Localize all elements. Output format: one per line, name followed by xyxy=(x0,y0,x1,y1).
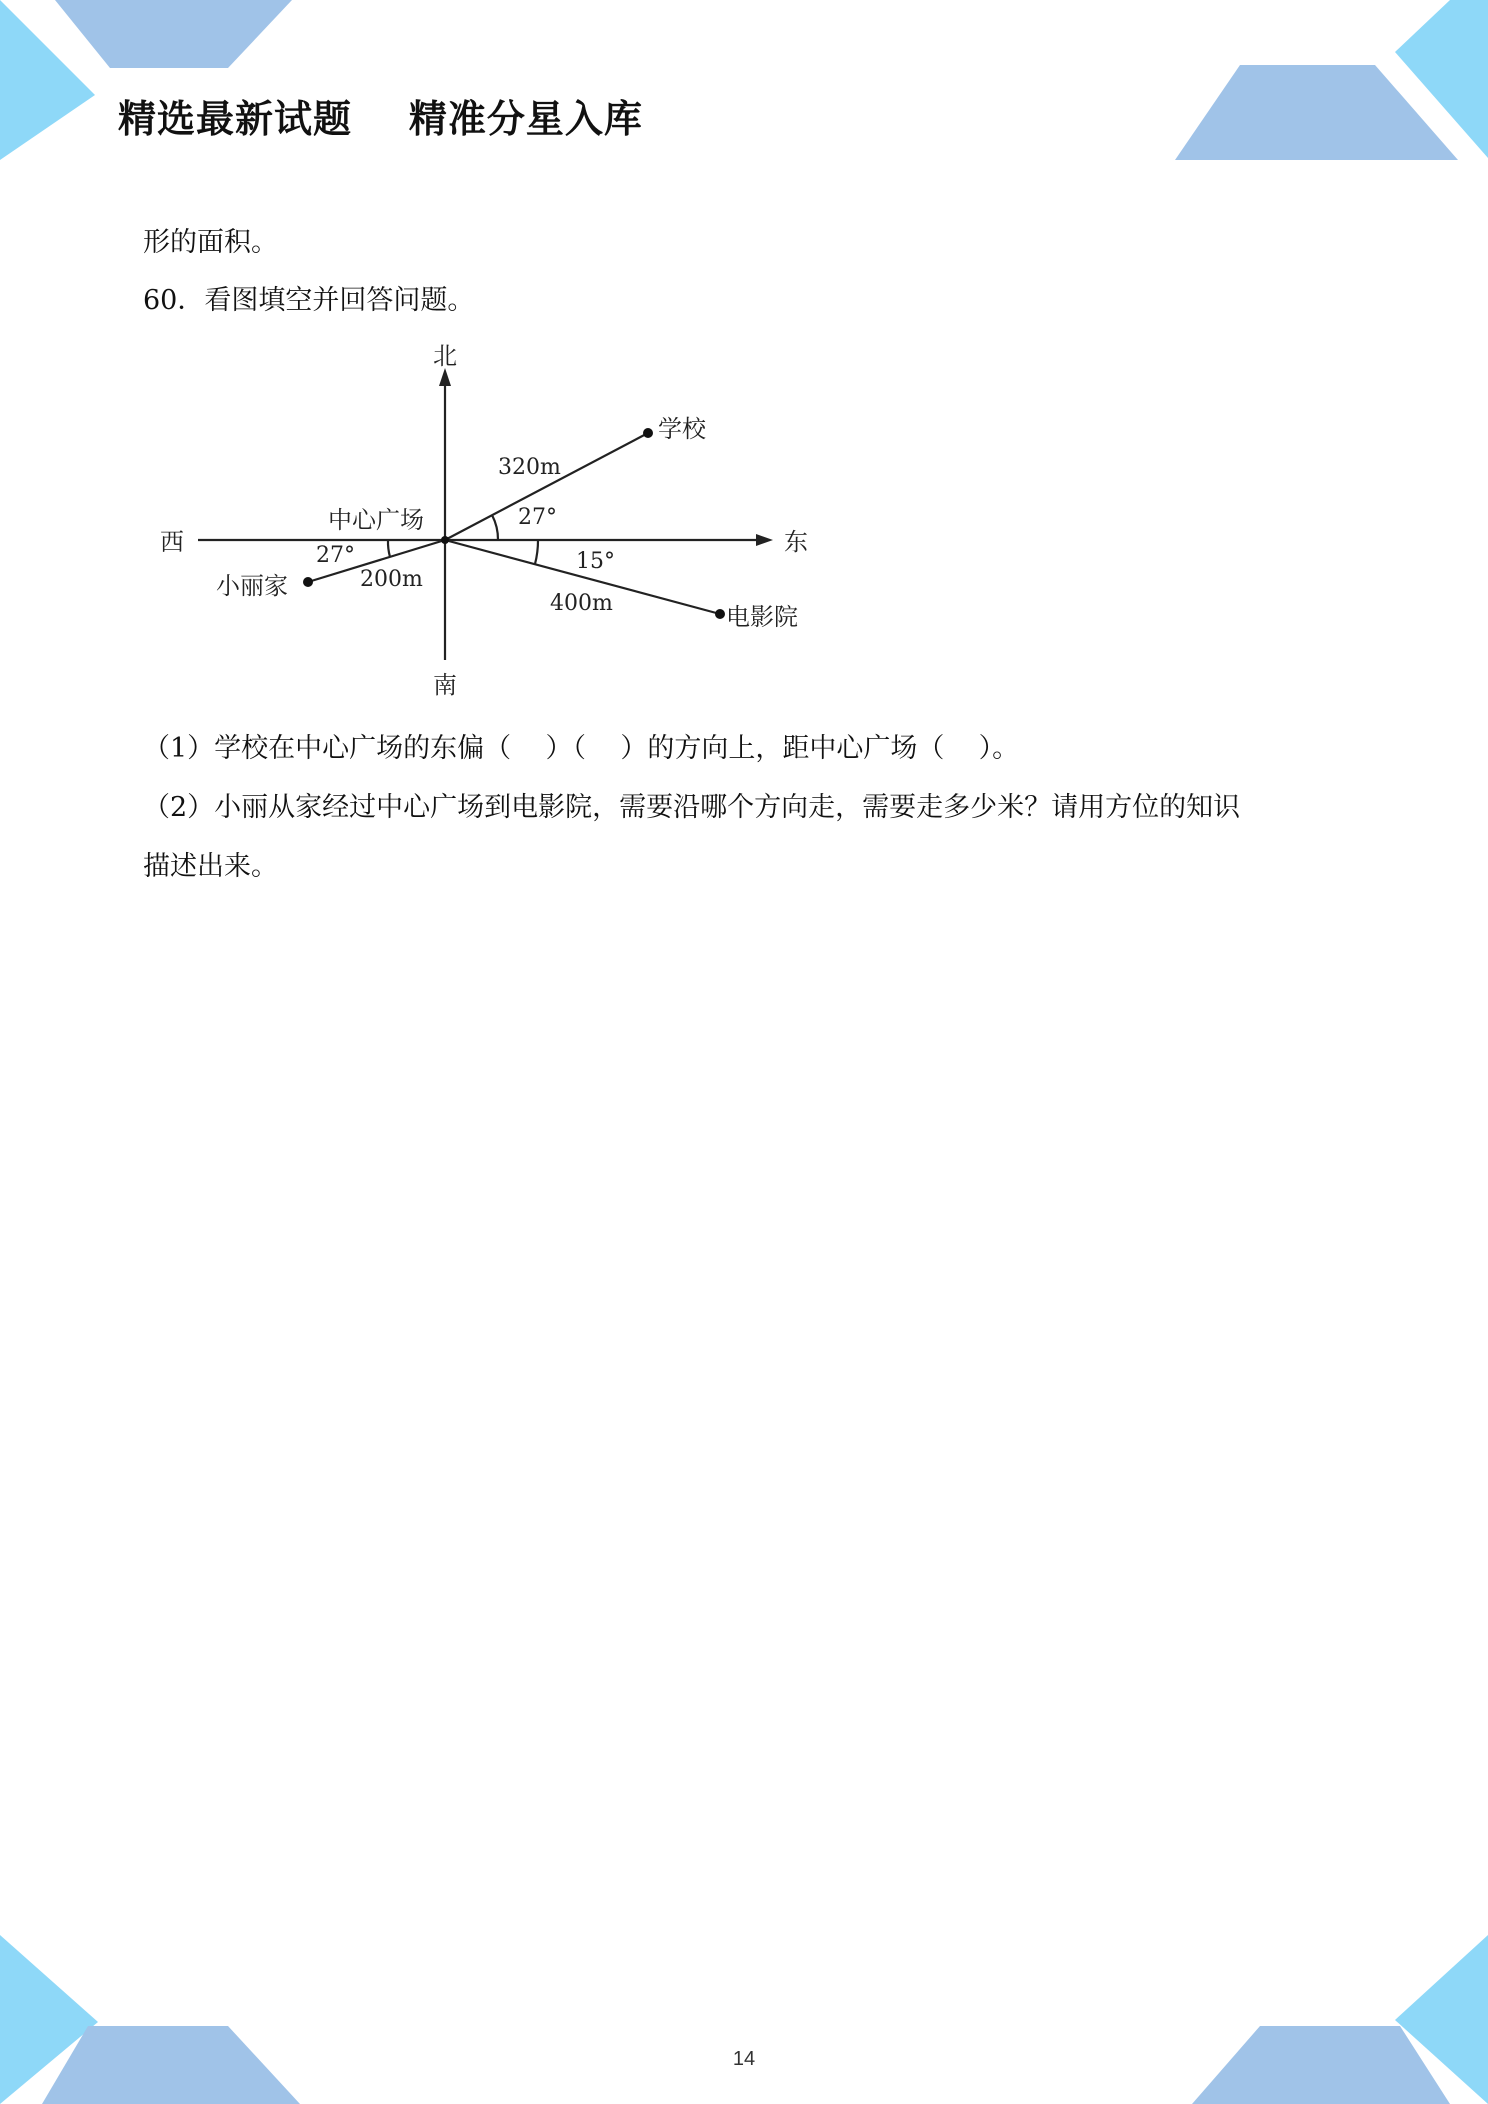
angle-arc-cinema xyxy=(535,540,538,564)
direction-diagram xyxy=(140,340,840,710)
page-number: 14 xyxy=(732,2048,756,2070)
header-title: 精选最新试题 精准分星入库 xyxy=(118,97,643,141)
angle-arc-school xyxy=(492,515,498,540)
sub-question-2-line-1: （2）小丽从家经过中心广场到电影院，需要沿哪个方向走，需要走多少米？请用方位的知识 xyxy=(143,792,1241,823)
decor-trapezoid-top-left xyxy=(55,0,292,68)
decor-trapezoid-top-right xyxy=(1175,65,1458,160)
sub-question-1: （1）学校在中心广场的东偏（ ）（ ）的方向上，距中心广场（ ）。 xyxy=(143,733,1020,764)
center-label: 中心广场 xyxy=(328,506,424,534)
north-label: 北 xyxy=(433,342,457,370)
previous-question-tail: 形的面积。 xyxy=(143,227,278,258)
north-arrowhead xyxy=(439,368,451,386)
question-title: 60．看图填空并回答问题。 xyxy=(143,285,475,316)
home-angle-label: 27° xyxy=(316,543,355,568)
school-point xyxy=(643,428,653,438)
school-distance-label: 320m xyxy=(498,455,561,480)
east-label: 东 xyxy=(784,528,808,556)
south-label: 南 xyxy=(433,671,457,699)
home-point xyxy=(303,577,313,587)
east-arrowhead xyxy=(756,534,773,546)
center-point xyxy=(441,536,449,544)
school-angle-label: 27° xyxy=(518,505,557,530)
school-label: 学校 xyxy=(658,415,706,443)
angle-arc-home xyxy=(388,540,390,557)
home-distance-label: 200m xyxy=(360,567,423,592)
cinema-label: 电影院 xyxy=(726,603,798,631)
cinema-point xyxy=(715,609,725,619)
home-label: 小丽家 xyxy=(216,572,288,600)
sub-question-2-line-2: 描述出来。 xyxy=(143,851,278,882)
cinema-angle-label: 15° xyxy=(576,549,615,574)
cinema-distance-label: 400m xyxy=(550,591,613,616)
west-label: 西 xyxy=(160,528,184,556)
